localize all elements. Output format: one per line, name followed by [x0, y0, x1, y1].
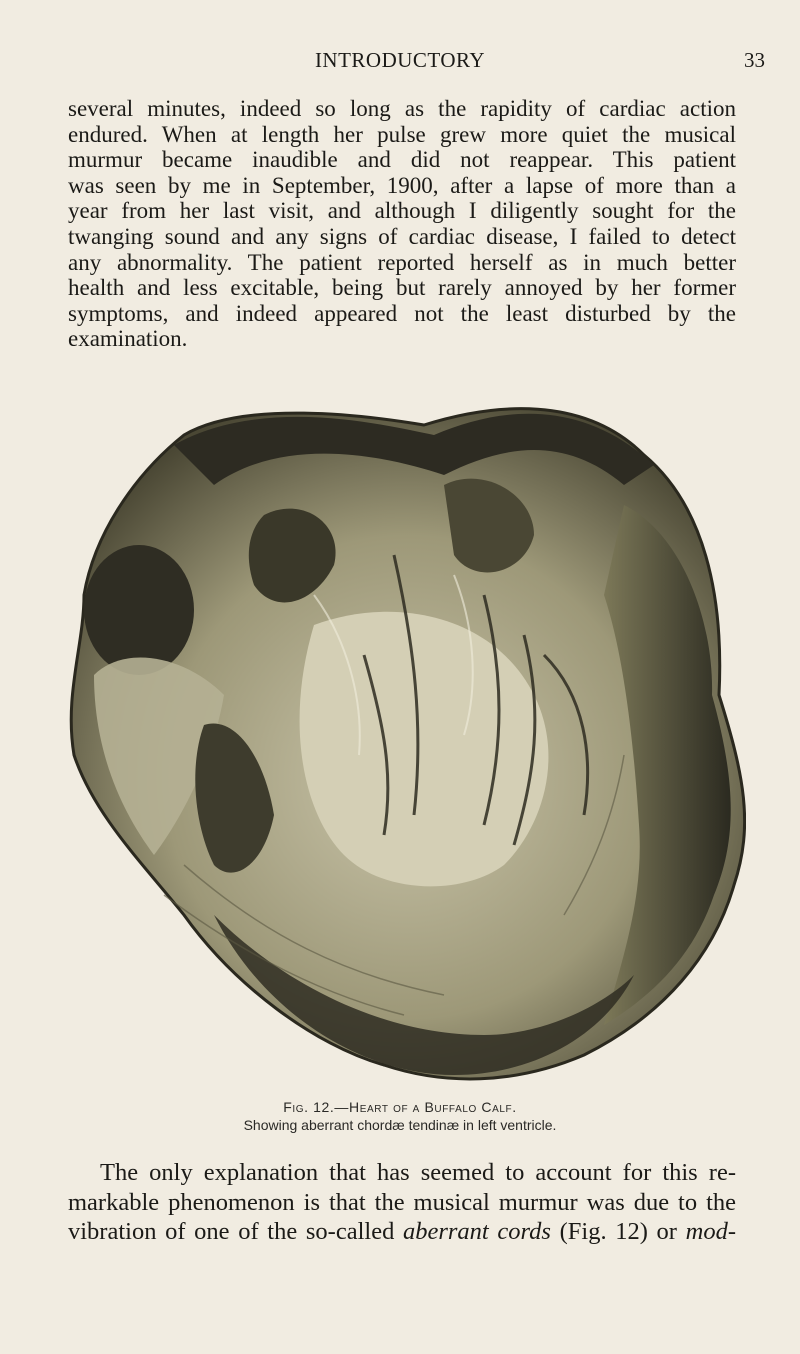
text-line: The only explanation that has seemed to account for this re-: [100, 1159, 736, 1186]
text-line: examination.: [68, 326, 188, 352]
text-line: any abnormality. The patient reported herself as in much better: [68, 249, 736, 275]
text-line: endured. When at length her pulse grew more quiet the musical: [68, 121, 736, 147]
text-line: markable phenomenon is that the musical murmur was due to the: [68, 1188, 736, 1216]
heart-figure: [64, 395, 746, 1085]
heart-illustration: [64, 395, 746, 1085]
text-line: health and less excitable, being but rarely annoyed by her former: [68, 275, 736, 301]
text-fragment: (Fig. 12) or: [550, 1218, 686, 1245]
text-line: twanging sound and any signs of cardiac disease, I failed to detect: [68, 223, 736, 249]
text-line: [68, 1217, 736, 1247]
page-number: 33: [744, 48, 765, 72]
running-head: [0, 48, 800, 78]
text-line: symptoms, and indeed appeared not the least disturbed by the: [68, 300, 736, 326]
text-line: was seen by me in September, 1900, after a lapse of more than a: [68, 172, 736, 198]
figure-caption: [0, 1098, 800, 1134]
running-title: INTRODUCTORY: [314, 48, 486, 72]
text-fragment: vibration of one of the so-called: [68, 1218, 403, 1245]
italic-term: aberrant cords: [402, 1218, 551, 1245]
text-line: year from her last visit, and although I diligently sought for the: [68, 198, 736, 224]
figure-caption-subtitle: Showing aberrant chordæ tendinæ in left ventricle.: [243, 1117, 557, 1133]
italic-fragment: mod-: [685, 1218, 736, 1245]
paragraph-2: [68, 1158, 736, 1247]
text-line: murmur became inaudible and did not reappear. This patient: [68, 147, 736, 173]
paragraph-1: [68, 96, 736, 352]
figure-caption-title: Fig. 12.—Heart of a Buffalo Calf.: [283, 1099, 517, 1115]
text-line: several minutes, indeed so long as the rapidity of cardiac action: [68, 96, 736, 121]
